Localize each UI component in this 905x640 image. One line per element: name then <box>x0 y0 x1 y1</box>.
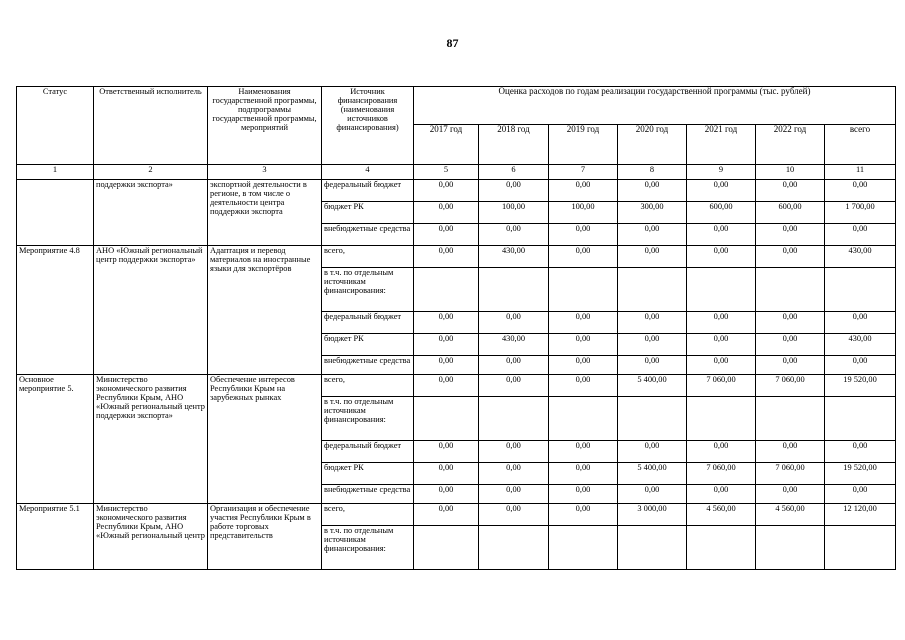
year-value-cell: 0,00 <box>549 356 618 375</box>
year-value-cell: 4 560,00 <box>756 504 825 526</box>
year-value-cell: 0,00 <box>414 356 479 375</box>
year-value-cell: 3 000,00 <box>618 504 687 526</box>
year-value-cell: 7 060,00 <box>756 375 825 397</box>
total-value-cell: 0,00 <box>825 312 896 334</box>
year-value-cell <box>479 397 549 441</box>
year-value-cell: 430,00 <box>479 246 549 268</box>
column-number: 9 <box>687 165 756 180</box>
year-value-cell: 430,00 <box>479 334 549 356</box>
total-value-cell: 0,00 <box>825 485 896 504</box>
year-value-cell: 0,00 <box>479 375 549 397</box>
year-value-cell: 0,00 <box>414 180 479 202</box>
year-value-cell: 0,00 <box>618 485 687 504</box>
year-value-cell: 0,00 <box>756 356 825 375</box>
executor-cell: поддержки экспорта» <box>94 180 208 246</box>
year-value-cell <box>756 526 825 570</box>
year-value-cell <box>414 397 479 441</box>
total-value-cell: 19 520,00 <box>825 463 896 485</box>
year-value-cell: 0,00 <box>414 224 479 246</box>
year-value-cell: 0,00 <box>479 485 549 504</box>
table-body <box>17 180 896 570</box>
year-value-cell <box>549 526 618 570</box>
year-value-cell: 0,00 <box>479 504 549 526</box>
column-number: 10 <box>756 165 825 180</box>
year-value-cell <box>549 268 618 312</box>
name-cell: экспортной деятельности в регионе, в том числе о деятельности центра поддержки экспорта <box>208 180 322 246</box>
total-value-cell <box>825 268 896 312</box>
year-value-cell <box>687 397 756 441</box>
year-value-cell: 0,00 <box>414 504 479 526</box>
year-value-cell: 100,00 <box>479 202 549 224</box>
total-value-cell: 430,00 <box>825 246 896 268</box>
column-number: 4 <box>322 165 414 180</box>
year-value-cell: 0,00 <box>756 246 825 268</box>
total-value-cell: 1 700,00 <box>825 202 896 224</box>
year-value-cell: 0,00 <box>687 224 756 246</box>
year-value-cell: 0,00 <box>687 334 756 356</box>
year-value-cell: 0,00 <box>618 180 687 202</box>
header-year: 2021 год <box>687 125 756 165</box>
year-value-cell: 0,00 <box>687 312 756 334</box>
year-value-cell: 0,00 <box>756 312 825 334</box>
year-value-cell: 0,00 <box>618 334 687 356</box>
year-value-cell: 0,00 <box>687 356 756 375</box>
year-value-cell <box>618 268 687 312</box>
year-value-cell: 0,00 <box>414 334 479 356</box>
year-value-cell: 0,00 <box>687 180 756 202</box>
source-cell: бюджет РК <box>322 463 414 485</box>
year-value-cell: 0,00 <box>687 485 756 504</box>
year-value-cell: 0,00 <box>549 246 618 268</box>
year-value-cell <box>687 526 756 570</box>
year-value-cell: 0,00 <box>414 375 479 397</box>
year-value-cell: 300,00 <box>618 202 687 224</box>
year-value-cell: 0,00 <box>756 441 825 463</box>
year-value-cell: 0,00 <box>549 375 618 397</box>
page-number: 87 <box>446 36 459 50</box>
year-value-cell <box>687 268 756 312</box>
budget-table <box>16 86 896 570</box>
column-number: 3 <box>208 165 322 180</box>
header-year: 2018 год <box>479 125 549 165</box>
year-value-cell: 0,00 <box>549 224 618 246</box>
status-cell: Мероприятие 4.8 <box>17 246 94 375</box>
year-value-cell: 0,00 <box>549 504 618 526</box>
header-year: 2017 год <box>414 125 479 165</box>
year-value-cell: 0,00 <box>479 224 549 246</box>
year-value-cell: 4 560,00 <box>687 504 756 526</box>
year-value-cell <box>756 397 825 441</box>
year-value-cell: 7 060,00 <box>756 463 825 485</box>
year-value-cell <box>479 526 549 570</box>
total-value-cell: 0,00 <box>825 356 896 375</box>
column-number: 7 <box>549 165 618 180</box>
year-value-cell: 0,00 <box>479 312 549 334</box>
year-value-cell: 0,00 <box>618 356 687 375</box>
year-value-cell: 0,00 <box>756 224 825 246</box>
year-value-cell <box>479 268 549 312</box>
table-row <box>17 504 896 526</box>
source-cell: в т.ч. по отдельным источникам финансирования: <box>322 268 414 312</box>
source-cell: федеральный бюджет <box>322 180 414 202</box>
total-value-cell <box>825 526 896 570</box>
year-value-cell <box>414 268 479 312</box>
year-value-cell: 0,00 <box>479 463 549 485</box>
name-cell: Адаптация и перевод материалов на иностранные языки для экспортёров <box>208 246 322 375</box>
year-value-cell: 0,00 <box>687 246 756 268</box>
header-year: 2019 год <box>549 125 618 165</box>
year-value-cell <box>414 526 479 570</box>
year-value-cell: 7 060,00 <box>687 375 756 397</box>
header-status: Статус <box>17 87 94 165</box>
year-value-cell: 0,00 <box>479 441 549 463</box>
column-number: 1 <box>17 165 94 180</box>
year-value-cell: 0,00 <box>618 312 687 334</box>
column-number: 11 <box>825 165 896 180</box>
name-cell: Обеспечение интересов Республики Крым на зарубежных рынках <box>208 375 322 504</box>
executor-cell: Министерство экономического развития Республики Крым, АНО «Южный региональный центр поддержки экспорта» <box>94 375 208 504</box>
source-cell: всего, <box>322 504 414 526</box>
total-value-cell <box>825 397 896 441</box>
year-value-cell: 0,00 <box>479 180 549 202</box>
name-cell: Организация и обеспечение участия Республики Крым в работе торговых представительств <box>208 504 322 570</box>
year-value-cell: 5 400,00 <box>618 463 687 485</box>
year-value-cell: 100,00 <box>549 202 618 224</box>
year-value-cell: 0,00 <box>549 334 618 356</box>
header-name: Наименования государственной программы, подпрограммы государственной программы, мероприятий <box>208 87 322 165</box>
header-estimate: Оценка расходов по годам реализации государственной программы (тыс. рублей) <box>414 87 896 125</box>
year-value-cell: 0,00 <box>549 312 618 334</box>
year-value-cell <box>756 268 825 312</box>
year-value-cell: 0,00 <box>549 485 618 504</box>
source-cell: бюджет РК <box>322 202 414 224</box>
total-value-cell: 19 520,00 <box>825 375 896 397</box>
year-value-cell: 600,00 <box>756 202 825 224</box>
year-value-cell: 0,00 <box>414 202 479 224</box>
header-year: 2022 год <box>756 125 825 165</box>
year-value-cell: 0,00 <box>756 180 825 202</box>
year-value-cell <box>618 397 687 441</box>
year-value-cell: 0,00 <box>414 312 479 334</box>
source-cell: федеральный бюджет <box>322 312 414 334</box>
year-value-cell: 0,00 <box>414 485 479 504</box>
year-value-cell: 0,00 <box>414 463 479 485</box>
year-value-cell: 0,00 <box>414 246 479 268</box>
source-cell: бюджет РК <box>322 334 414 356</box>
year-value-cell: 5 400,00 <box>618 375 687 397</box>
source-cell: внебюджетные средства <box>322 224 414 246</box>
year-value-cell: 0,00 <box>756 334 825 356</box>
header-executor: Ответственный исполнитель <box>94 87 208 165</box>
year-value-cell: 0,00 <box>618 224 687 246</box>
header-year: 2020 год <box>618 125 687 165</box>
header-source: Источник финансирования (наименования источников финансирования) <box>322 87 414 165</box>
year-value-cell: 0,00 <box>549 441 618 463</box>
source-cell: внебюджетные средства <box>322 485 414 504</box>
table-row <box>17 375 896 397</box>
total-value-cell: 0,00 <box>825 224 896 246</box>
column-number: 6 <box>479 165 549 180</box>
year-value-cell: 0,00 <box>618 441 687 463</box>
status-cell: Мероприятие 5.1 <box>17 504 94 570</box>
status-cell <box>17 180 94 246</box>
source-cell: в т.ч. по отдельным источникам финансирования: <box>322 526 414 570</box>
source-cell: всего, <box>322 246 414 268</box>
year-value-cell: 0,00 <box>549 463 618 485</box>
year-value-cell <box>618 526 687 570</box>
source-cell: внебюджетные средства <box>322 356 414 375</box>
year-value-cell: 600,00 <box>687 202 756 224</box>
executor-cell: АНО «Южный региональный центр поддержки экспорта» <box>94 246 208 375</box>
year-value-cell: 0,00 <box>549 180 618 202</box>
source-cell: всего, <box>322 375 414 397</box>
source-cell: федеральный бюджет <box>322 441 414 463</box>
source-cell: в т.ч. по отдельным источникам финансирования: <box>322 397 414 441</box>
header-total: всего <box>825 125 896 165</box>
column-number: 8 <box>618 165 687 180</box>
year-value-cell: 0,00 <box>756 485 825 504</box>
year-value-cell: 0,00 <box>479 356 549 375</box>
table-row <box>17 180 896 202</box>
year-value-cell: 0,00 <box>687 441 756 463</box>
total-value-cell: 0,00 <box>825 180 896 202</box>
column-number: 5 <box>414 165 479 180</box>
total-value-cell: 430,00 <box>825 334 896 356</box>
executor-cell: Министерство экономического развития Республики Крым, АНО «Южный региональный центр <box>94 504 208 570</box>
total-value-cell: 0,00 <box>825 441 896 463</box>
table-row <box>17 246 896 268</box>
year-value-cell: 0,00 <box>414 441 479 463</box>
year-value-cell: 7 060,00 <box>687 463 756 485</box>
column-number: 2 <box>94 165 208 180</box>
year-value-cell <box>549 397 618 441</box>
status-cell: Основное мероприятие 5. <box>17 375 94 504</box>
total-value-cell: 12 120,00 <box>825 504 896 526</box>
year-value-cell: 0,00 <box>618 246 687 268</box>
